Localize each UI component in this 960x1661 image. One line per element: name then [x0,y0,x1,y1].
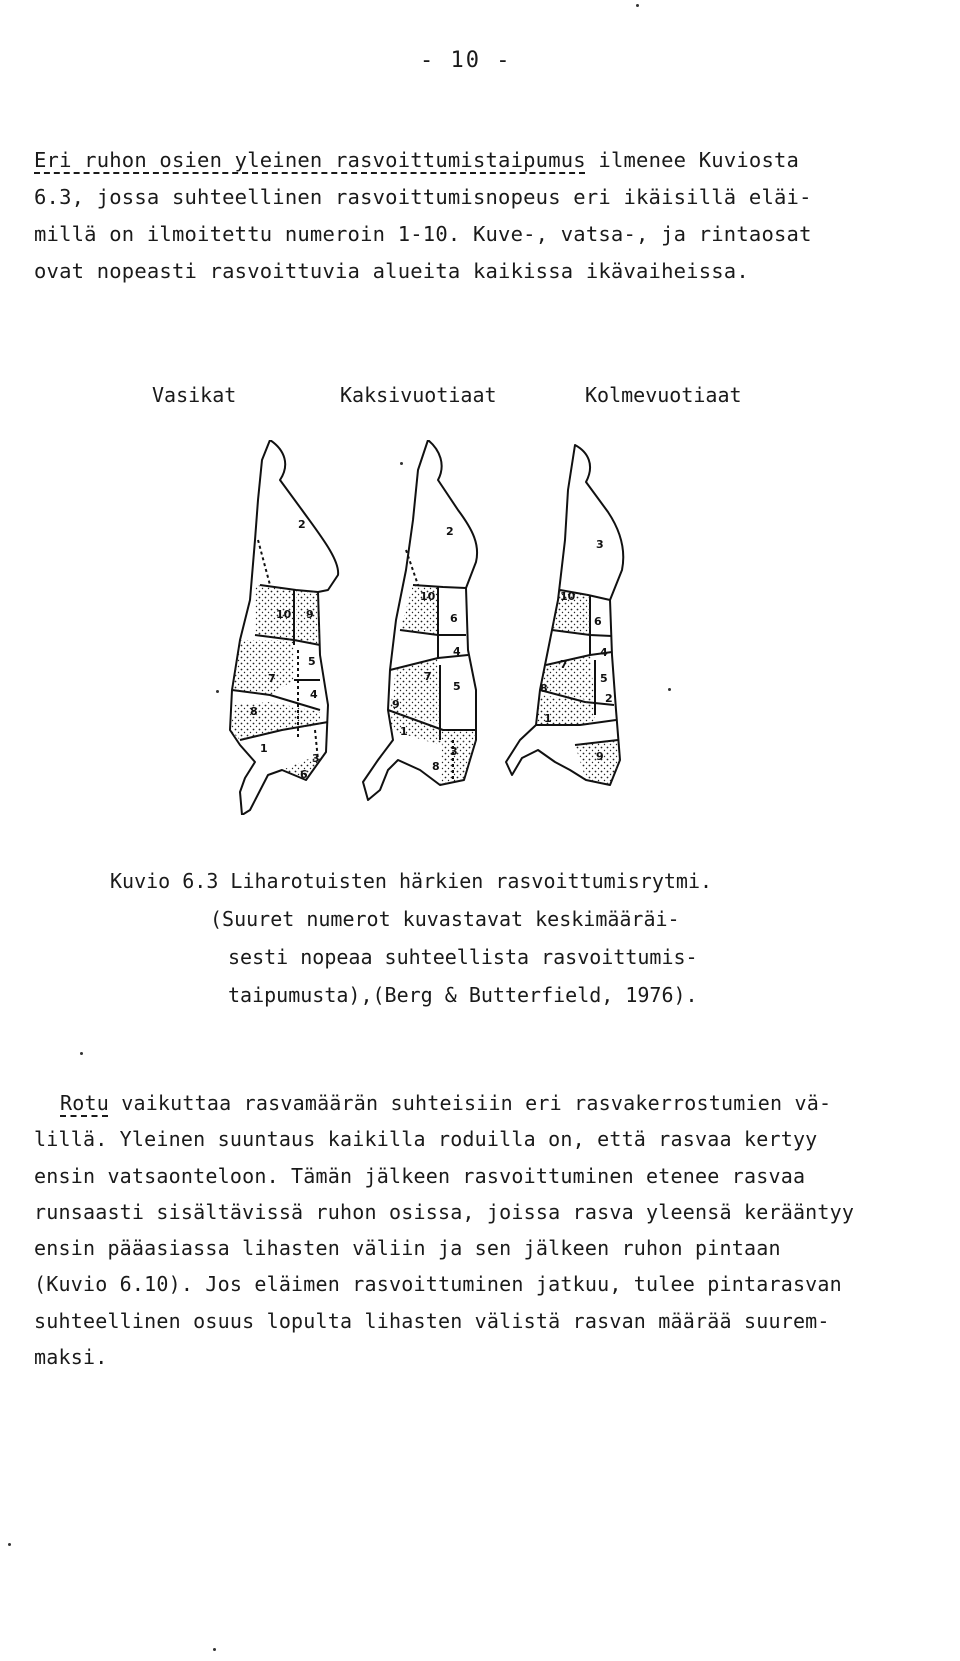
region-number: 3 [450,745,458,758]
underlined-phrase: Eri ruhon osien yleinen rasvoittumistaipumus [34,148,586,172]
caption-line: taipumusta),(Berg & Butterfield, 1976). [228,983,698,1007]
paragraph-breed-effect [34,1085,934,1375]
paragraph-fatness-distribution [34,142,934,290]
region-number: 6 [300,768,308,781]
page-number: - 10 - [420,48,512,73]
paragraph-line: ensin vatsaonteloon. Tämän jälkeen rasvoittuminen etenee rasvaa [34,1163,806,1188]
region-number: 8 [540,682,548,695]
paragraph-line: ovat nopeasti rasvoittuvia alueita kaikissa ikävaiheissa. [34,259,749,283]
paragraph-line: runsaasti sisältävissä ruhon osissa, joissa rasva yleensä kerääntyy [34,1199,855,1224]
scan-speck [400,462,403,465]
caption-line: sesti nopeaa suhteellista rasvoittumis- [228,945,698,969]
region-number: 2 [446,525,454,538]
paragraph-line: suhteellinen osuus lopulta lihasten välistä rasvan määrää suurem- [34,1308,830,1333]
region-number: 1 [544,712,552,725]
scan-speck [216,690,219,693]
paragraph-line: lillä. Yleinen suuntaus kaikilla roduilla on, että rasvaa kertyy [34,1127,818,1152]
region-number: 7 [424,670,432,683]
region-number: 4 [600,646,608,659]
region-number: 5 [453,680,461,693]
region-number: 10 [276,608,292,621]
region-number: 7 [560,658,568,671]
carcass-figure [210,440,650,815]
caption-line: (Suuret numerot kuvastavat keskimääräi- [210,907,680,931]
region-number: 1 [400,725,408,738]
paragraph-line: ensin pääasiassa lihasten väliin ja sen jälkeen ruhon pintaan [34,1236,781,1261]
region-number: 4 [310,688,318,701]
region-number: 3 [312,752,320,765]
region-number: 3 [596,538,604,551]
carcass3-region-numbers [540,538,613,763]
paragraph-line: 6.3, jossa suhteellinen rasvoittumisnopeus eri ikäisillä eläi- [34,185,812,209]
scan-speck [636,4,639,7]
region-number: 8 [250,705,258,718]
region-number: 1 [260,742,268,755]
region-number: 10 [560,590,576,603]
line-rest: ilmenee Kuviosta [585,148,800,172]
scan-speck [8,1543,11,1546]
region-number: 9 [596,750,604,763]
region-number: 6 [594,615,602,628]
region-number: 5 [600,672,608,685]
figure-label-three-year-olds: Kolmevuotiaat [585,383,742,407]
region-number: 6 [450,612,458,625]
caption-line: Kuvio 6.3 Liharotuisten härkien rasvoittumisrytmi. [110,869,713,893]
region-number: 4 [453,645,461,658]
paragraph-line: millä on ilmoitettu numeroin 1-10. Kuve-, vatsa-, ja rintaosat [34,222,812,246]
region-number: 5 [308,655,316,668]
region-number: 9 [306,608,314,621]
region-number: 8 [432,760,440,773]
paragraph-line [34,142,934,179]
region-number: 10 [420,590,436,603]
scan-speck [668,688,671,691]
figure-label-calves: Vasikat [152,383,237,407]
paragraph-line [34,1085,934,1121]
figure-label-two-year-olds: Kaksivuotiaat [340,383,497,407]
figure-caption [110,862,712,1014]
line-rest: vaikuttaa rasvamäärän suhteisiin eri rasvakerrostumien vä- [108,1091,832,1115]
scan-speck [213,1648,216,1651]
region-number: 7 [268,672,276,685]
scan-speck [80,1052,83,1055]
underlined-phrase: Rotu [60,1091,109,1115]
paragraph-line: (Kuvio 6.10). Jos eläimen rasvoittuminen jatkuu, tulee pintarasvan [34,1272,842,1297]
region-number: 2 [298,518,306,531]
region-number: 9 [392,698,400,711]
region-number: 2 [605,692,613,705]
paragraph-line: maksi. [34,1345,108,1370]
